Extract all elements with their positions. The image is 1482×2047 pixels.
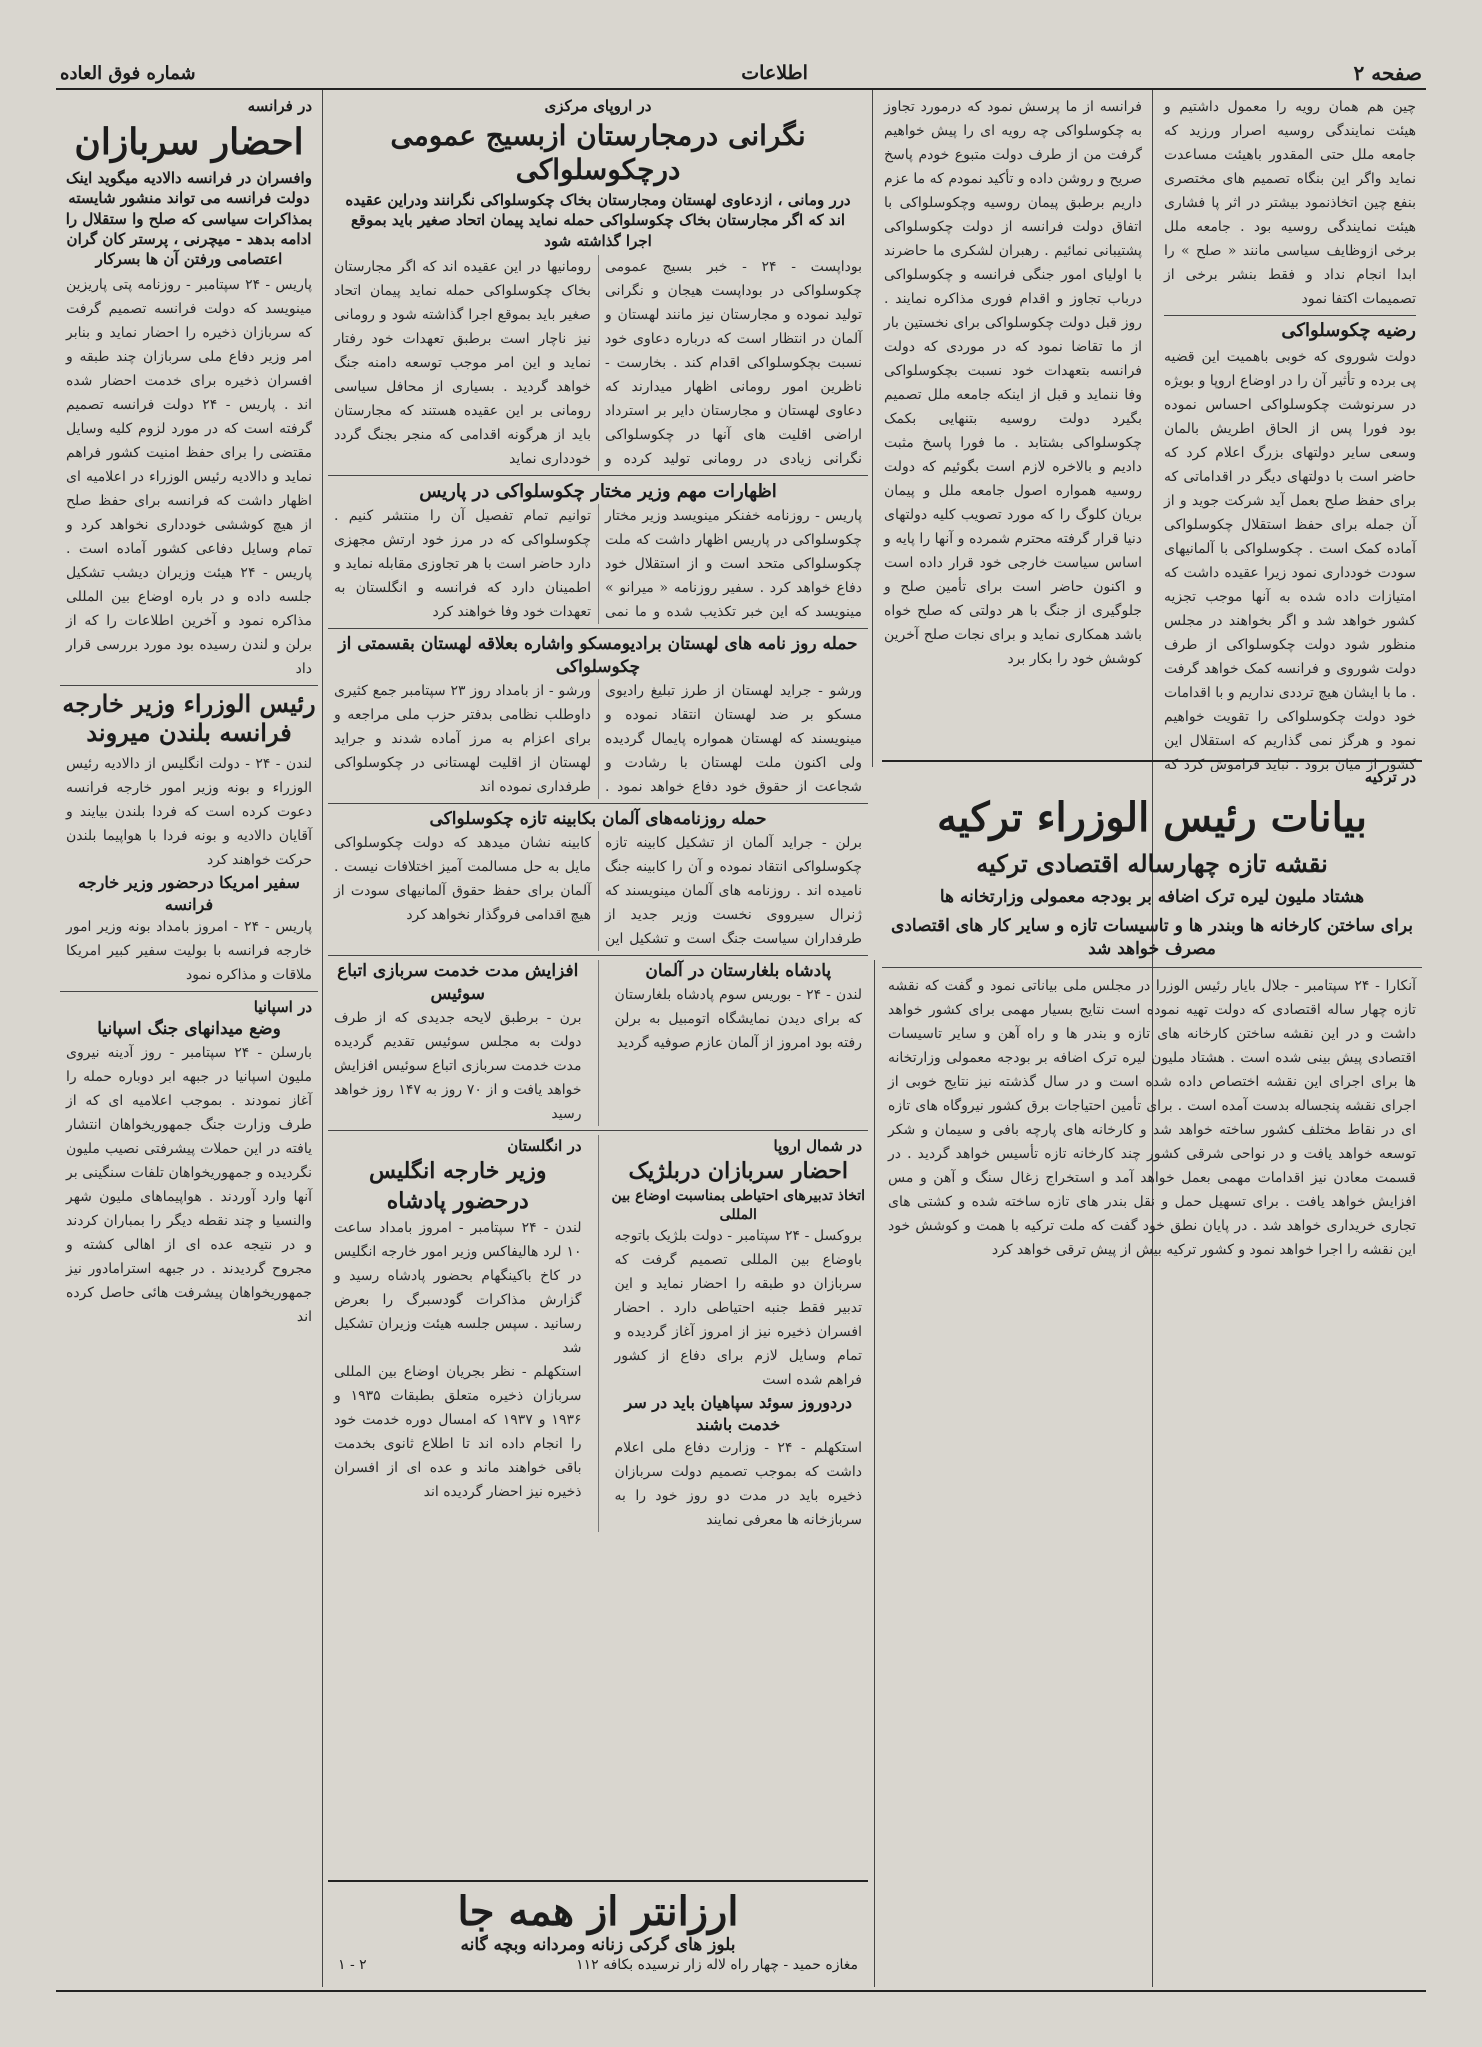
article-title: احضار سربازان دربلژیک	[628, 1157, 848, 1184]
article-headline: احضار سربازان	[74, 121, 304, 163]
article-text: دولت شوروی که خوبی باهمیت این قضیه پی برده و تأثیر آن را در اوضاع اروپا و بویژه در سرنوشت چکوسلواکی احساس نموده بود فورا پس از الحاق اطریش بالمان وسعی سایر دولتهای بزرگ اعلام کرد که حاضر است با دولتهای دیگر در اقداماتی که برای حفظ صلح بعمل آید شرکت جوید و از آن جمله برای حفظ استقلال چکوسلواکی آماده کمک است . چکوسلواکی با آلمانیهای سودت خودداری نمود زیرا عقیده داشت که امتیازات داده شده به آنها موجب تجزیه کشور خواهد شد و اگر بخواهند در مجلس منظور شود دولت چکوسلواکی از طرف دولت شوروی و فرانسه کمک خواهد گرفت . ما با ایشان هیچ ترددی نداریم و با اقدامات خود دولت چکوسلواکی را تقویت خواهیم نمود و هرگز نمی گذاریم که استقلال این کشور از میان برود . نباید فراموش کرد که	[1164, 349, 1416, 772]
article-text: آنکارا - ۲۴ سپتامبر - جلال بایار رئیس الوزرا در مجلس ملی بیاناتی نمود و گفت که نقشه تازه چهار ساله اقتصادی که دولت تهیه نموده است نتایج بسیار مهمی برای کشور خواهد داشت و در این نقشه ساختن کارخانه های تازه و بندر ها و راه آهن و سایر تاسیسات اقتصادی پیش بینی شده است . هشتاد ملیون لیره ترک اضافه بر بودجه معمولی وزارتخانه ها برای اجرای این نقشه اختصاص داده شده است و در سال گذشته نیز نتایج خوبی از اجرای نقشه پنجساله بدست آمده است . برای تأمین احتیاجات برق کشور نیروگاه های تازه ای در نقاط مختلف کشور ساخته خواهد شد و کارخانه های پارچه بافی و سیمان و شکر توسعه خواهد یافت و در نواحی شرقی کشور چند کارخانه تازه تأسیس خواهد گردید . در قسمت معادن نیز اقدامات مهمی بعمل خواهد آمد و استخراج زغال سنگ و آهن و مس افزایش خواهد یافت . برای تسهیل حمل و نقل بندر های تازه ساخته شده و کشتی های تجاری خریداری خواهد شد . در پایان نطق خود گفت که ملت ترکیه با همت و کوشش خود این نقشه را اجرا خواهد نمود و کشور ترکیه بیش از پیش ترقی خواهد کرد	[888, 978, 1416, 1259]
column-rule	[872, 90, 873, 767]
page-number: صفحه ۲	[1353, 61, 1422, 85]
article-title: وضع میدانهای جنگ اسپانیا	[97, 1019, 281, 1040]
article-deck: برای ساختن کارخانه ها وبندر ها و تاسیسات تازه و سایر کار های اقتصادی مصرف خواهد شد	[891, 916, 1413, 960]
section-tag: در اروپای مرکزی	[544, 97, 652, 115]
article-text: لندن - ۲۴ - بوریس سوم پادشاه بلغارستان که برای دیدن نمایشگاه اتومبیل به برلن رفته بود امروز از آلمان عازم صوفیه گردید	[614, 986, 862, 1051]
article-text: ورشو - جراید لهستان از طرز تبلیغ رادیوی مسکو بر ضد لهستان انتقاد نموده و مینویسند که لهستان همواره پایمال گردیده ولی اکنون ملت لهستان با رشادت و شجاعت از حقوق خود دفاع خواهد نمود . ورشو - از بامداد روز ۲۳ سپتامبر جمع کثیری داوطلب نظامی بدفتر حزب ملی مراجعه و برای اعزام به مرز آماده شدند و جراید لهستان از اقلیت لهستانی در چکوسلواکی طرفداری نموده اند	[334, 683, 862, 796]
article-title: حمله روزنامه‌های آلمان بکابینه تازه چکوسلواکی	[429, 809, 767, 830]
main-headline: نگرانی درمجارستان ازبسیج عمومی درچکوسلواکی	[390, 119, 806, 186]
section-tag: در انگلستان	[507, 1136, 582, 1155]
article-text: استکهلم - ۲۴ - وزارت دفاع ملی اعلام داشت که بموجب تصمیم دولت سربازان ذخیره باید در مدت دو روز خود را به سربازخانه ها معرفی نمایند	[614, 1439, 862, 1528]
article-title: پادشاه بلغارستان در آلمان	[645, 961, 832, 982]
main-deck: درر ومانی ، ازدعاوی لهستان ومجارستان بخاک چکوسلواکی نگرانند ودراین عقیده اند که اگر مجارستان بخاک چکوسلواکی حمله نماید پیمان اتحاد صغیر باید بموقع اجرا گذاشته شود	[345, 191, 851, 250]
column-1	[1158, 95, 1422, 772]
section-tag: در اسپانیا	[253, 998, 312, 1017]
article-text: پاریس - ۲۴ - امروز بامداد بونه وزیر امور خارجه فرانسه با بولیت سفیر کبیر امریکا ملاقات و مذاکره نمود	[66, 919, 312, 984]
ad-title: ارزانتر از همه جا	[457, 1888, 739, 1935]
ad-subtitle: بلوز های گرکی زنانه ومردانه وبچه گانه	[460, 1935, 736, 1955]
article-deck: اتخاذ تدبیرهای احتیاطی بمناسبت اوضاع بین المللی	[611, 1187, 866, 1223]
article-title: رضیه چکوسلواکی	[1281, 320, 1416, 341]
article-text: پاریس - ۲۴ سپتامبر - روزنامه پتی پاریزین مینویسد که دولت فرانسه تصمیم گرفت که سربازان ذخیره را احضار نماید و بنابر امر وزیر دفاع ملی سربازان چند طبقه و افسران ذخیره برای خدمت احضار شده اند . پاریس - ۲۴ دولت فرانسه تصمیم گرفته است که در مورد لزوم کلیه وسایل مقتضی را برای حفظ امنیت کشور فراهم نماید و دالادیه رئیس الوزراء در اعلامیه ای اظهار داشت که فرانسه برای حفظ صلح از هیچ کوششی خودداری نخواهد کرد و تمام وسایل دفاعی کشور آماده است . پاریس - ۲۴ هیئت وزیران دیشب تشکیل جلسه داده و در باره اوضاع بین المللی مذاکره نمود و آخرین اطلاعات را که از برلن و لندن رسیده بود مورد بررسی قرار داد	[66, 277, 312, 678]
article-text: فرانسه از ما پرسش نمود که درمورد تجاوز به چکوسلواکی چه رویه ای را پیش خواهیم گرفت من از طرف دولت متبوع خودم پاسخ صریح و روشن داده و تأکید نمودم که ما عزم داریم برطبق پیمان روسیه وچکوسلواکی با اتفاق دولت فرانسه از دولت چکوسلواکی پشتیبانی نمائیم . رهبران لشکری ما حاضرند با اولیای امور جنگی فرانسه و چکوسلواکی درباب تجاوز و اقدام فوری مذاکره نمایند . روز قبل دولت چکوسلواکی برای نخستین بار از ما تقاضا نمود که در موردی که دولت فرانسه بتعهدات خود نسبت بچکوسلواکی وفا ننماید و قبل از اینکه جامعه ملل تصمیم بگیرد دولت روسیه بتنهایی بکمک چکوسلواکی بشتابد . ما فورا پاسخ مثبت دادیم و بالاخره لازم است بگوئیم که دولت روسیه همواره اصول جامعه ملل و پیمان بریان کلوگ را که مورد تصویب کلیه دولتهای دنیا قرار گرفته محترم شمرده و آنها را پایه و اساس سیاست خارجی خود قرار داده است و اکنون حاضر است برای تأمین صلح و جلوگیری از جنگ با هر دولتی که صلح خواه باشد همکاری نماید و برای نجات صلح آخرین کوشش خود را بکار برد	[884, 99, 1142, 667]
article-deck: هشتاد ملیون لیره ترک اضافه بر بودجه معمولی وزارتخانه ها	[939, 887, 1365, 908]
turkey-article	[882, 760, 1422, 1987]
column-2	[878, 95, 1148, 772]
article-title: وزیر خارجه انگلیس درحضور پادشاه	[368, 1157, 547, 1214]
section-tag: در شمال اروپا	[773, 1136, 862, 1155]
article-deck: وافسران در فرانسه دالادیه میگوید اینک دولت فرانسه می تواند منشور شایسته بمذاکرات سیاسی که صلح وا ستقلال را ادامه بدهد - میچرنی ، پرستر کان گران اعتصامی ورفتن آن ها بسرکار	[65, 169, 313, 269]
article-text: بروکسل - ۲۴ سپتامبر - دولت بلژیک باتوجه باوضاع بین المللی تصمیم گرفت که سربازان دو طبقه را احضار نماید و این تدبیر فقط جنبه احتیاطی دارد . احضار افسران ذخیره نیز از امروز آغاز گردیده و تمام وسایل لازم برای دفاع از کشور فراهم شده است	[614, 1228, 862, 1389]
footer-rule	[56, 1990, 1426, 1992]
article-text: استکهلم - نظر بجریان اوضاع بین المللی سربازان ذخیره متعلق بطبقات ۱۹۳۵ و ۱۹۳۶ و ۱۹۳۷ که امسال دوره خدمت خود را انجام داده اند تا اطلاع ثانوی بخدمت باقی خواهند ماند و عده ای از افسران ذخیره نیز احضار گردیده اند	[334, 1364, 582, 1501]
article-title: حمله روز نامه های لهستان برادیومسکو واشاره بعلاقه لهستان بقسمتی از چکوسلواکی	[338, 634, 858, 678]
article-text: چین هم همان رویه را معمول داشتیم و هیئت نمایندگی روسیه اصرار ورزید که جامعه ملل حتی المقدور باهیئت مساعدت نماید واگر این بنگاه تصمیم های مختصری بنفع چین اتخاذنمود بیشتر در اثر پا فشاری هیئت نمایندگی روسیه بود . جامعه ملل برخی ازوظایف سیاسی مانند « صلح » را ابدا انجام نداد و فقط بنشر برخی از تصمیمات اکتفا نمود	[1164, 99, 1416, 307]
article-title: سفیر امریکا درحضور وزیر خارجه فرانسه	[78, 873, 300, 914]
section-tag: در ترکیه	[1364, 768, 1416, 786]
article-headline: بیانات رئیس الوزراء ترکیه	[937, 794, 1367, 841]
article-text: بارسلن - ۲۴ سپتامبر - روز آدینه نیروی ملیون اسپانیا در جبهه ابر دوباره حمله را آغاز نمودند . بموجب اعلامیه ای که از طرف وزارت جنگ جمهوریخواهان انتشار یافته در این حملات پیشرفتی نصیب ملیون نگردیده و جمهوریخواهان تلفات سنگینی بر آنها وارد آوردند . هواپیماهای ملیون شهر والنسیا و چند نقطه دیگر را بمباران کردند و در نتیجه عده ای از اهالی کشته و مجروح گردیدند . در جبهه استرامادور نیز جمهوریخواهان پیشرفت هائی حاصل کرده اند	[66, 1045, 313, 1326]
column-4	[60, 95, 318, 1987]
article-title: دردوروز سوئد سپاهیان باید در سر خدمت باشند	[624, 1393, 853, 1434]
article-text: لندن - ۲۴ - دولت انگلیس از دالادیه رئیس الوزراء و بونه وزیر امور خارجه فرانسه دعوت کرده است که فردا بلندن بیایند و آقایان دالادیه و بونه فردا با هواپیما بلندن حرکت خواهند کرد	[66, 756, 312, 869]
masthead-rule	[56, 88, 1426, 90]
article-text: بوداپست - ۲۴ - خبر بسیج عمومی چکوسلواکی در بوداپست هیجان و نگرانی تولید نموده و مجارستان نیز مانند لهستان و آلمان در انتظار است که درباره دعاوی خود نسبت بچکوسلواکی اقدام کند . بخارست - ناظرین امور رومانی اظهار میدارند که دعاوی لهستان و مجارستان دایر بر استرداد اراضی اقلیت های آنها در چکوسلواکی نگرانی زیادی در رومانی تولید کرده و رومانیها در این عقیده اند که اگر مجارستان بخاک چکوسلواکی حمله نماید پیمان اتحاد صغیر باید بموقع اجرا گذاشته شود و رومانی نیز ناچار است برطبق تعهدات خود رفتار نماید و این امر موجب توسعه دامنه جنگ خواهد گردید . بسیاری از محافل سیاسی رومانی بر این عقیده هستند که مجارستان باید از هرگونه اقدامی که منجر بجنگ گردد خودداری نماید	[334, 258, 862, 467]
ad-address: مغازه حمید - چهار راه لاله زار نرسیده بکافه ۱۱۲	[576, 1957, 858, 1973]
article-text: لندن - ۲۴ سپتامبر - امروز بامداد ساعت ۱۰ لرد هالیفاکس وزیر امور خارجه انگلیس در کاخ باکینگهام بحضور پادشاه رسید و گزارش مذاکرات گودسبرگ را بعرض رسانید . سپس جلسه هیئت وزیران تشکیل شد	[334, 1220, 582, 1357]
article-text: برن - برطبق لایحه جدیدی که از طرف دولت به مجلس سوئیس تقدیم گردیده مدت خدمت سربازی اتباع سوئیس افزایش خواهد یافت و از ۷۰ روز به ۱۴۷ روز خواهد رسید	[334, 1009, 582, 1122]
ad-ref: ۲ - ۱	[338, 1957, 367, 1973]
paper-name: اطلاعات	[741, 62, 808, 84]
article-headline: رئیس الوزراء وزیر خارجه فرانسه بلندن میروند	[62, 689, 316, 748]
issue-label: شماره فوق العاده	[60, 62, 196, 84]
masthead	[60, 58, 1422, 88]
column-rule	[874, 960, 875, 1987]
article-subtitle: نقشه تازه چهارساله اقتصادی ترکیه	[976, 849, 1328, 878]
advertisement	[328, 1880, 868, 1982]
article-title: اظهارات مهم وزیر مختار چکوسلواکی در پاریس	[419, 480, 777, 502]
article-title: افزایش مدت خدمت سربازی اتباع سوئیس	[337, 961, 579, 1004]
column-rule	[322, 90, 323, 1987]
article-text: برلن - جراید آلمان از تشکیل کابینه تازه چکوسلواکی انتقاد نموده و آن را کابینه جنگ نامیده اند . روزنامه های آلمان مینویسند که ژنرال سیرووی نخست وزیر جدید از طرفداران سیاست جنگ است و تشکیل این کابینه نشان میدهد که دولت چکوسلواکی مایل به حل مسالمت آمیز اختلافات نیست . آلمان برای حفظ حقوق آلمانیهای سودت از هیچ اقدامی فروگذار نخواهد کرد	[334, 835, 862, 948]
section-tag: در فرانسه	[247, 97, 312, 115]
article-text: پاریس - روزنامه خفنکر مینویسد وزیر مختار چکوسلواکی در پاریس اظهار داشت که ملت چکوسلواکی متحد است و از استقلال خود دفاع خواهد کرد . سفیر روزنامه « میرانو » مینویسد که این خبر تکذیب شده و ما نمی توانیم تمام تفصیل آن را منتشر کنیم . چکوسلواکی که در مرز خود ارتش مجهزی دارد حاضر است با هر تجاوزی مقابله نماید و اطمینان دارد که فرانسه و انگلستان به تعهدات خود وفا خواهند کرد	[334, 508, 862, 621]
column-3	[328, 95, 868, 1987]
